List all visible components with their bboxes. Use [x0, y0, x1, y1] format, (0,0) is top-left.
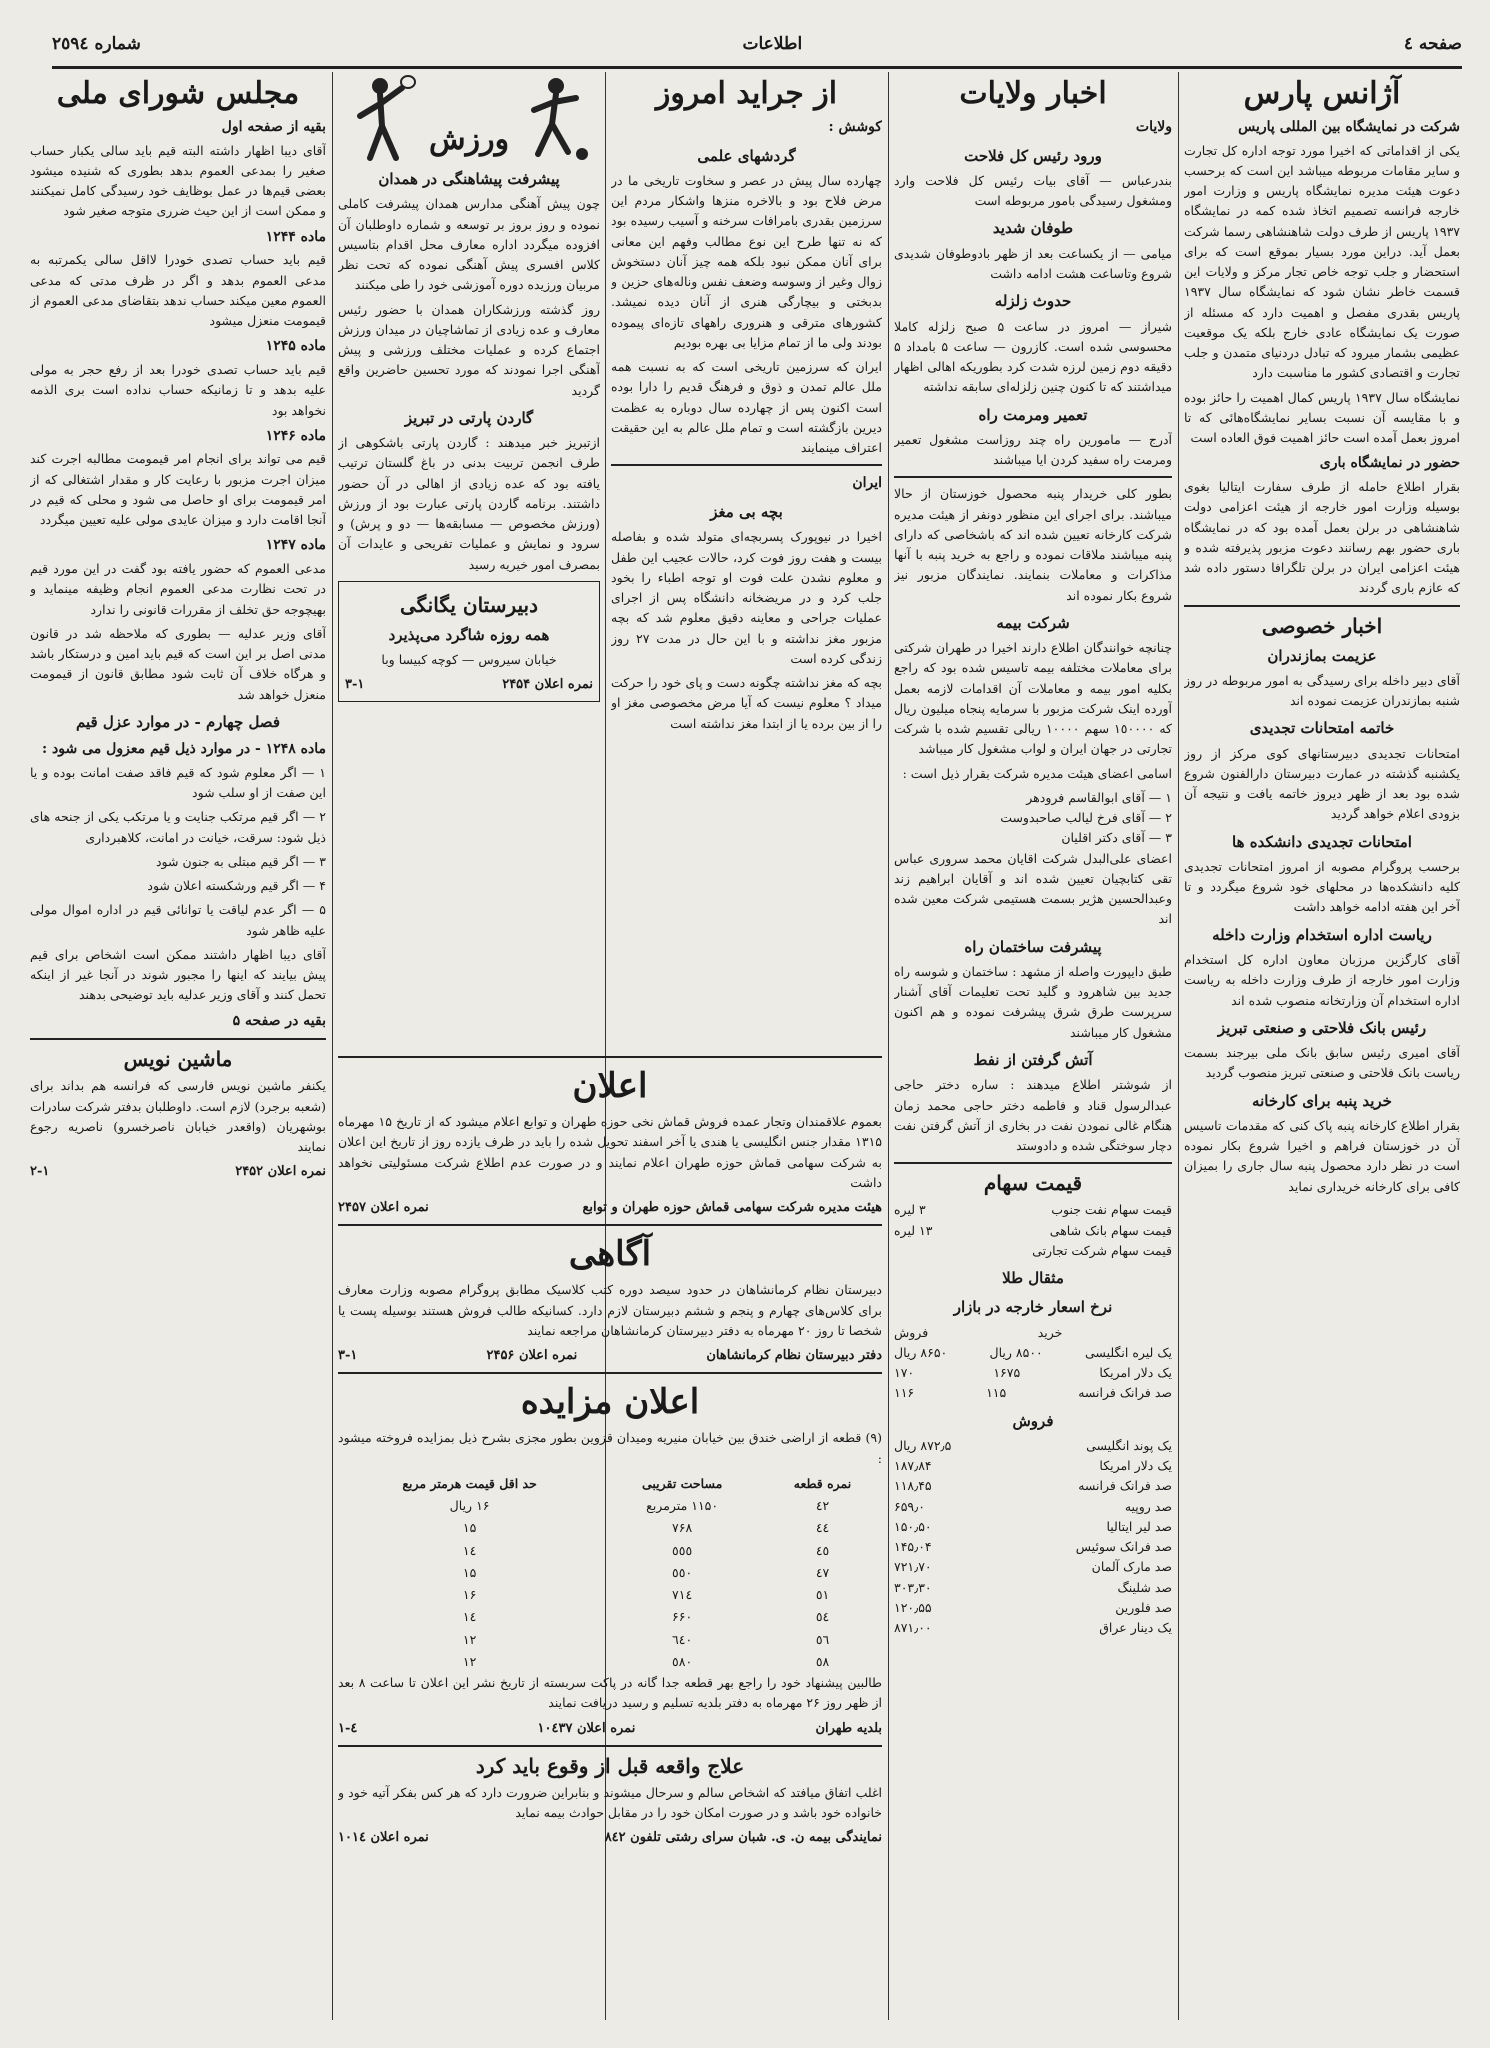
ad-title: دبیرستان یگانگی: [399, 592, 539, 617]
headline: حدوث زلزله: [994, 292, 1072, 311]
members-label: اسامی اعضای هیئت مدیره شرکت بقرار ذیل است :: [902, 765, 1172, 781]
source-label: کوشش :: [828, 119, 882, 135]
headline: تعمیر ومرمت راه: [978, 405, 1088, 424]
fx-title: نرخ اسعار خارجه در بازار: [953, 1298, 1113, 1317]
column-press: [611, 72, 882, 1043]
article-body: برحسب پروگرام مصوبه از امروز امتحانات تجدیدی کلیه دانشکده‌ها در محلهای خود شروع میگردد و تا آخر این هفته ادامه خواهد داشت: [1184, 858, 1460, 915]
ad-title: ماشین نویس: [123, 1047, 233, 1072]
table-row: ٥٤ ۶۶۰ ۱٤: [462, 1609, 830, 1625]
article-label: ماده ۱۲۴۸ - در موارد ذیل قیم معزول می شود :: [42, 741, 326, 758]
headline: ریاست اداره استخدام وزارت داخله: [1212, 925, 1432, 944]
table-header: نمره قطعه مساحت تقریبی حد اقل قیمت هرمتر مربع: [402, 1475, 852, 1491]
headline: گاردن پارتی در تبریز: [404, 408, 534, 427]
member-line: ١ — آقای ابوالقاسم فرودهر: [1026, 789, 1172, 805]
headline: آتش گرفتن از نفط: [973, 1050, 1093, 1069]
list-item: ۵ — اگر عدم لیاقت یا توانائی قیم در اداره اموال مولی علیه ظاهر شود: [30, 902, 326, 938]
table-row: ٤٢ ۱۱۵۰ مترمربع ۱۶ ریال: [449, 1498, 830, 1514]
fx-row: یک دلار امریکا ۱۶۷۵ ۱۷۰: [894, 1365, 1172, 1381]
headline: رئیس بانک فلاحتی و صنعتی تبریز: [1217, 1018, 1427, 1037]
section-title: مجلس شورای ملی: [56, 76, 300, 111]
headline: ورود رئیس کل فلاحت: [964, 146, 1102, 165]
page-header: [52, 22, 1462, 69]
article-body: قیم می تواند برای انجام امر قیمومت مطالبه اجرت کند میزان اجرت مزبور با رعایت کار و مقدار اشتغالی که از امر قیمومت برای او حاصل می شود و محلی که قیم در آنجا اقامت دارد و میزان عایدی مولی علیه تعیین میگردد: [30, 451, 326, 528]
stock-row: قیمت سهام بانک شاهی ۱۳ لیره: [894, 1222, 1172, 1238]
article-body: آقای دبیر داخله برای رسیدگی به امور مربوطه در روز شنبه بمازندران عزیمت نموده اند: [1184, 672, 1460, 709]
sport-illustration: [338, 72, 600, 162]
ad-text: اغلب اتفاق میافتد که اشخاص سالم و سرحال میشوند و بنابراین ضرورت دارد که هر کس بفکر آتیه خود و خانواده خود باشد و در صورت امکان خود را در مقابل حوادث بیمه نماید: [338, 1784, 882, 1820]
headline: پیشرفت پیشاهنگی در همدان: [378, 170, 560, 188]
fx2-row: یک دینار عراق ۸۷۱٫۰۰: [894, 1620, 1172, 1636]
ad-text: بعموم علاقمندان وتجار عمده فروش قماش نخی حوزه طهران و توابع اعلام میشود که از تاریخ ۱۵ مهرماه ۱۳۱۵ مقدار جنس انگلیسی یا هندی یا آخر اسفند تحویل شده را باید در ظرف یازده روز از تاریخ این اعلان به شرکت سهامی قماش حوزه طهران اعلام نمایند و در صورت عدم اطلاع شرکت مسئولیتی نخواهد داشت: [338, 1114, 882, 1190]
table-row: ٥١ ۷۱٤ ۱۶: [462, 1587, 830, 1603]
fx-row: صد فرانک فرانسه ۱۱۵ ۱۱۶: [894, 1385, 1172, 1401]
column-majlis: [30, 72, 326, 2020]
ad-footer: دفتر دبیرستان نظام کرمانشاهان نمره اعلان ۲۴۵۶ ۳-۱: [338, 1348, 882, 1364]
section-subtitle: بقیه از صفحه اول: [221, 119, 326, 135]
list-item: ۴ — اگر قیم ورشکسته اعلان شود: [147, 878, 326, 894]
ad-text: یکنفر ماشین نویس فارسی که فرانسه هم بداند برای (شعبه برجرد) لازم است. داوطلبان بدفتر شرکت سادرات بوشهریان (واقعدر خیابان ناصرخسرو) ناصریه رجوع نمایند: [30, 1078, 326, 1154]
article-body: آقای دیبا اظهار داشته البته قیم باید سالی یکبار حساب صغیر را بمدعی العموم بدهد بطوری که شنیده میشود بعضی قیم‌ها در عمل بوظایف خود رسیدگی کامل نمیکنند و ممکن است از این حیث ضرری متوجه صغیر شود: [30, 142, 326, 219]
ad-footer: نمایندگی بیمه ن. ی. شبان سرای رشتی تلفون ۸٤۲ نمره اعلان ۱۰۱٤: [338, 1830, 882, 1846]
table-row: ٥٨ ٥٨۰ ۱۲: [462, 1653, 830, 1669]
article-body: میامی — از یکساعت بعد از ظهر بادوطوفان شدیدی شروع وتاساعت هشت ادامه داشت: [894, 245, 1172, 282]
headline: عزیمت بمازندران: [1267, 646, 1377, 665]
continued-note: بقیه در صفحه ۵: [232, 1012, 326, 1029]
article-body: طبق دایپورت واصله از مشهد : ساختمان و شوسه راه جدید بین شاهرود و گلید تحت تعلیمات آقای آشنار سرپرست طرق شرق پیشرفت نموده و هم اکنون مشغول کار میباشند: [894, 963, 1172, 1040]
headline: امتحانات تجدیدی دانشکده ها: [1232, 832, 1412, 851]
gold-title: مثقال طلا: [1002, 1269, 1064, 1287]
article-body: آقای کارگزین مرزبان معاون اداره کل استخدام وزارت امور خارجه از طرف وزارت داخله به ریاست اداره استخدام آن وزارتخانه منصوب شده اند: [1184, 952, 1460, 1008]
article-body: ازتبریز خبر میدهند : گاردن پارتی باشکوهی از طرف انجمن تربیت بدنی در باغ گلستان ترتیب یافته بود که عده زیادی از اهالی در آن حضور داشتند. برنامه گاردن پارتی عبارت بود از ورزش (ورزش مخصوص — مسابقه‌ها — دو و پرش) و سرود و نمایش و عملیات تفریحی و عایدات آن بمصرف امور خیریه رسید: [338, 435, 600, 572]
column-rule: [1178, 72, 1179, 2020]
article-body: آقای دیبا اظهار داشتند ممکن است اشخاص برای قیم پیش بیایند که اینها را مجبور شوند در آنجا غیر از اینکه تحمل کنند و آقای وزیر عدلیه باید توضیحی بدهند: [30, 946, 326, 1003]
fx2-row: صد لیر ایتالیا ۱۵۰٫۵۰: [894, 1518, 1172, 1534]
headline: خاتمه امتحانات تجدیدی: [1249, 719, 1395, 738]
article-body: بچه که مغز نداشته چگونه دست و پای خود را حرکت میداد ؟ معلوم نیست که آیا مرض مخصوصی مغز او را از بین برده یا از ابتدا مغز نداشته است: [611, 675, 882, 731]
article-body: امتحانات تجدیدی دبیرستانهای کوی مرکز از روز یکشنبه گذشته در عمارت دبیرستان دارالفنون شروع شده بود بعد از ظهر دیروز خاتمه یافت و نتیجه آن بزودی اعلام خواهد گردید: [1184, 745, 1460, 822]
article-label: ماده ۱۲۴۶: [265, 427, 326, 444]
headline: گردشهای علمی: [697, 146, 796, 165]
article-label: ماده ۱۲۴۵: [265, 338, 326, 355]
article-body: شیراز — امروز در ساعت ۵ صبح زلزله کاملا محسوسی شده است. کازرون — ساعت ۵ بامداد ۵ دقیقه دوم زمین لرزه شدت کرد بطوریکه اهالی اظهار میداشتند که تا کنون چنین زلزله‌ای سابقه نداشته: [894, 318, 1172, 395]
column-agency: [1184, 72, 1460, 2020]
school-ad: [338, 581, 600, 703]
stocks-title: قیمت سهام: [983, 1171, 1083, 1196]
ad-title: آگاهی: [568, 1234, 652, 1275]
article-body: روز گذشته ورزشکاران همدان با حضور رئیس معارف و عده زیادی از تماشاچیان در میدان ورزش اجتماع کرده و عملیات مختلف ورزشی و پیش آهنگی اجرا نمودند که مورد تحسین حاضرین واقع گردید: [338, 301, 600, 398]
column-rule: [332, 72, 333, 2020]
fx2-row: صد مارک آلمان ۷۲۱٫۷۰: [894, 1559, 1172, 1575]
fx2-title: فروش: [1012, 1411, 1054, 1430]
headline: طوفان شدید: [992, 219, 1074, 238]
article-body: بقرار اطلاع حامله از طرف سفارت ایتالیا بغوی بوسیله وزارت امور خارجه از هیئت اعزامی دولت شاهنشاهی در برلن بعمل آمده بود که در نمایشگاه باری حضور بهم رسانند دعوت مزبور پذیرفته شده و هیئت اعزامی ایران در برلن تلگرافا دستور داده شد که عازم باری گردند: [1184, 479, 1460, 596]
article-body: مدعی العموم که حضور یافته بود گفت در این مورد قیم در تحت نظارت مدعی العموم انجام وظیفه مینماید و بهیچوجه حق تخلف از مقررات قانونی را ندارد: [30, 561, 326, 617]
headline: خرید پنبه برای کارخانه: [1252, 1091, 1392, 1110]
article-label: ماده ۱۲۴۴: [265, 228, 326, 245]
chapter-title: فصل چهارم - در موارد عزل قیم: [76, 712, 280, 731]
fx2-row: یک دلار امریکا ۱۸۷٫۸۴: [894, 1458, 1172, 1474]
footballer-icon: [516, 74, 596, 162]
article-body: چنانچه خوانندگان اطلاع دارند اخیرا در طهران شرکتی برای معاملات مختلفه بیمه تاسیس شده بود که راجع بکلیه امور بیمه و معاملات آن اقدامات لازمه بعمل آورده اینک شرکت مزبور با سرمایه پنجاه میلیون ریال که ١٥٠٠٠٠ سهم ١٠٠٠٠ ریالی تقسیم شده با شرکت تجارتی در جهان ایران و لواب مشغول کار میباشد: [894, 640, 1172, 757]
article-body: آقای امیری رئیس سابق بانک ملی بیرجند بسمت ریاست بانک فلاحتی و صنعتی تبریز منصوب گردید: [1184, 1045, 1460, 1081]
headline: حضور در نمایشگاه باری: [1319, 455, 1460, 472]
ads-block: [338, 1050, 882, 2020]
ad-footer: هیئت مدیره شرکت سهامی قماش حوزه طهران و توابع نمره اعلان ۲۴۵۷: [338, 1200, 882, 1216]
page-number: صفحه ٤: [1403, 34, 1462, 54]
article-body: اخیرا در نیوپورک پسربچه‌ای متولد شده و بفاصله بیست و هفت روز فوت کرد، حالات عجیب این طفل و معلوم نشدن علت فوت او توجه اطباء را بخود جلب کرد و در مریضخانه دانشگاه پس از اجرای عملیات جراحی و معاینه دقیق معلوم شد که بچه مزبور مغز نداشته و با این حال در مدت ۲۷ روز زندگی کرده است: [611, 529, 882, 666]
section-title: اخبار ولایات: [959, 76, 1107, 111]
ad-title: اعلان: [572, 1066, 648, 1106]
article-body: ایران که سرزمین تاریخی است که به نسبت همه ملل عالم تمدن و ذوق و فرهنگ قدیم را دارا بوده است اکنون پس از چهارده سال دوباره به عظمت دیرین بازگشته است و تمام ملل عالم به این حقیقت اعتراف مینمایند: [611, 359, 882, 456]
stock-row: قیمت سهام نفت جنوب ۳ لیره: [894, 1202, 1172, 1218]
ad-footer: نمره اعلان ۲۴۵۴ ۳-۱: [345, 677, 593, 693]
ad-footer: نمره اعلان ۲۴۵۲ ۲-۱: [30, 1164, 326, 1180]
headline: بچه بی مغز: [710, 503, 783, 522]
article-body: از شوشتر اطلاع میدهند : ساره دختر حاجی عبدالرسول قناد و فاطمه دختر حاجی محمد زمان هنگام غالی نمودن نفت در بخاری از آتش گرفتن نفت دچار سوختگی شده و دادوستد: [894, 1077, 1172, 1153]
headline: شرکت در نمایشگاه بین المللی پاریس: [1238, 119, 1460, 135]
fx-row: یک لیره انگلیسی ۸۵۰۰ ریال ۸۶۵۰ ریال: [894, 1344, 1172, 1360]
article-body: بندرعباس — آقای بیات رئیس کل فلاحت وارد ومشغول رسیدگی بامور مربوطه است: [894, 172, 1172, 209]
article-body: قیم باید حساب تصدی خودرا لااقل سالی یکمرتبه به مدعی العموم بدهد و اگر در ظرف مدتی که مدعی العموم معین میکند حساب ندهد بتقاضای مدعی العموم از قیمومت منعزل میشود: [30, 252, 326, 329]
list-item: ۲ — اگر قیم مرتکب جنایت و یا مرتکب یکی از جنحه های ذیل شود: سرقت، خیانت در امانت، کلاهبرداری: [30, 809, 326, 845]
article-body: آقای وزیر عدلیه — بطوری که ملاحظه شد در قانون مدنی اصل بر این است که قیم باید امین و درستکار باشد و هرگاه خلاف آن ثابت شود مطابق قانون از قیمومت منعزل خواهد شد: [30, 625, 326, 702]
column-sport: [338, 72, 600, 1043]
fx2-row: صد فرانک سوئیس ۱۴۵٫۰۴: [894, 1539, 1172, 1555]
ad-text: طالبین پیشنهاد خود را راجع بهر قطعه جدا گانه در پاکت سربسته از تاریخ نشر این اعلان تا ساعت ۸ بعد از ظهر روز ۲۶ مهرماه به دفتر بلدیه تسلیم و رسید دریافت نمایند: [338, 1675, 882, 1711]
ad-footer: بلدیه طهران نمره اعلان ۱۰٤۳۷ ٤-۱: [338, 1720, 882, 1736]
section-title: ورزش: [428, 122, 510, 157]
list-item: ۱ — اگر معلوم شود که قیم فاقد صفت امانت بوده و یا این صفت از او سلب شود: [30, 764, 326, 801]
table-row: ٤٥ ٥٥٥ ۱٤: [462, 1542, 830, 1558]
section-title: آژانس پارس: [1243, 76, 1401, 111]
fx-header: خرید فروش: [894, 1324, 1063, 1340]
ad-address: خیابان سیروس — کوچه کبیسا وبا: [381, 652, 557, 668]
fx2-row: صد فرانک فرانسه ۱۱۸٫۴۵: [894, 1478, 1172, 1494]
section-label: ایران: [852, 475, 882, 492]
article-body: نمایشگاه سال ۱۹۳۷ پاریس کمال اهمیت را حائز بوده و با مقایسه آن نسبت بسایر نمایشگاه‌هائی که تا امروز بعمل آمده است حائز اهمیت فوق العاده است: [1184, 389, 1460, 446]
column-provinces: [894, 72, 1172, 2020]
fx2-row: صد شلینگ ۳۰۳٫۳۰: [894, 1579, 1172, 1595]
fx2-row: صد روپیه ۶۵۹٫٠: [894, 1498, 1172, 1514]
issue-number: شماره ٢٥٩٤: [52, 34, 141, 54]
article-body: اعضای علی‌البدل شرکت اقایان محمد سروری عباس تقی کتابچیان تعیین شده اند و آقایان ابراهیم زند وعبدالحسین هژیر بسمت هستیمی شرکت معین شده اند: [894, 850, 1172, 927]
table-row: ٥٦ ٦٤۰ ۱۲: [462, 1631, 830, 1647]
article-label: ماده ۱۲۴۷: [265, 537, 326, 554]
fx2-row: صد فلورین ۱۲۰٫۵۵: [894, 1599, 1172, 1615]
article-body: قیم باید حساب تصدی خودرا بعد از رفع حجر به مولی علیه بدهد و تا زمانیکه حساب نداده است بری الذمه نخواهد بود: [30, 362, 326, 418]
table-row: ٤٤ ۷۶۸ ۱۵: [462, 1520, 830, 1536]
article-body: آدرج — مامورین راه چند روزاست مشغول تعمیر ومرمت راه سفید کردن ایا میباشند: [894, 431, 1172, 468]
ad-title: اعلان مزایده: [520, 1382, 700, 1423]
list-item: ۳ — اگر قیم مبتلی به جنون شود: [155, 853, 326, 869]
fx2-row: یک پوند انگلیسی ۸۷۲٫۵ ریال: [894, 1437, 1172, 1453]
ad-subtitle: همه روزه شاگرد می‌پذیرد: [388, 625, 550, 644]
article-body: یکی از اقداماتی که اخیرا مورد توجه اداره کل تجارت و سایر مقامات مربوطه میباشد این است که برحسب دعوت هیئت مدیره نمایشگاه پاریس و وزارت امور خارجه فرانسه تصمیم اتخاذ شده کمه در نمایشگاه ۱۹۳۷ پاریس از طرف دولت شاهنشاهی رسما شرکت بعمل آید. دراین مورد بسیار بموقع است که برای استحضار و جلب توجه خاص تجار مرکز و ولایات این قسمت خاطر نشان شود که نمایشگاه سال ۱۹۳۷ پاریس بقدری مفصل و اهمیت دارد که مسئله از صورت یک نمایشگاه عادی خارج بلکه یک موقعیت عظیمی بشمار میرود که تبادل دردنیای متمدن و جلب تجارت و اقتصادی کشور ما مناسبت دارد: [1184, 142, 1460, 381]
section-label: ولایات: [1135, 119, 1172, 135]
member-line: ٢ — آقای فرخ لیالب صاحبدوست: [1000, 810, 1172, 826]
table-row: ٤٧ ٥٥۰ ۱۵: [462, 1564, 830, 1580]
article-body: بقرار اطلاع کارخانه پنبه پاک کنی که مقدمات تاسیس آن در خوزستان فراهم و اخیرا شروع بکار نموده است در نظر دارد محصول پنبه سال جاری را بمیزان کافی برای کارخانه خریداری نماید: [1184, 1117, 1460, 1194]
headline: پیشرفت ساختمان راه: [964, 937, 1102, 956]
article-body: چون پیش آهنگی مدارس همدان پیشرفت کاملی نموده و روز بروز بر توسعه و شماره داوطلبان آن افزوده میگردد اداره معارف محل اقدام بتاسیس کلاس افسری پیش آهنگی نموده که تحت نظر مربیان ورزیده دوره آموزشی خود را طی میکنند: [338, 196, 600, 293]
paper-name: اطلاعات: [742, 34, 803, 54]
stock-row: قیمت سهام شرکت تجارتی: [1032, 1242, 1172, 1258]
headline: شرکت بیمه: [996, 613, 1070, 632]
section-title: اخبار خصوصی: [1261, 613, 1383, 638]
article-body: بطور کلی خریدار پنبه محصول خوزستان از حالا میباشند. برای اجرای این منظور دونفر از هیئت مدیره شرکت کارخانه تعیین شده اند که باشخاصی که دارای پنبه میباشند ملاقات نموده و راجع به خرید پنبه با آنها مذاکرات و معاملات بنمایند. نمایندگان مزبور نیز شروع بکار نموده اند: [894, 486, 1172, 603]
ad-text: دبیرستان نظام کرمانشاهان در حدود سیصد دوره کتب کلاسیک مطابق پروگرام مصوبه وزارت معارف برای کلاس‌های چهارم و پنجم و ششم دبیرستان لازم دارد. کسانیکه طالب فروش هستند بوسیله پست یا شخصا تا روز ۲۰ مهرماه به دفتر دبیرستان کرمانشاهان مراجعه نمایند: [338, 1282, 882, 1338]
ad-title: علاج واقعه قبل از وقوع باید کرد: [475, 1753, 745, 1778]
auction-table: [338, 1473, 882, 1673]
column-rule: [888, 72, 889, 2020]
ad-text: (۹) قطعه از اراضی خندق بین خیابان منیریه ومیدان قزوین بطور مجزی بشرح ذیل بمزایده فروخته میشود :: [338, 1430, 882, 1466]
member-line: ٣ — آقای دکتر اقلیان: [1061, 830, 1172, 846]
section-title: از جراید امروز: [655, 76, 838, 111]
tennis-player-icon: [342, 74, 422, 162]
article-body: چهارده سال پیش در عصر و سخاوت تاریخی ما در مرض فلاح بود و بالاخره منزها واشکار مردم این سرزمین بقدری بامرافات سرخنه و آسیب رسیده بود که نه تنها طرح این نوع مطالب وفهم این معانی برای آنان ممکن نبود بلکه همه چیز آنان دستخوش زوال وغیر از وسوسه وضعف نفس وناله‌های حزین و بدبختی و بیچارگی هنری از آنان دیده نمیشد. کشورهای مترقی و هنروری راههای تازه‌ای پیموده بودند ولی ما از تمام مزایا بی بهره بودیم: [611, 172, 882, 350]
